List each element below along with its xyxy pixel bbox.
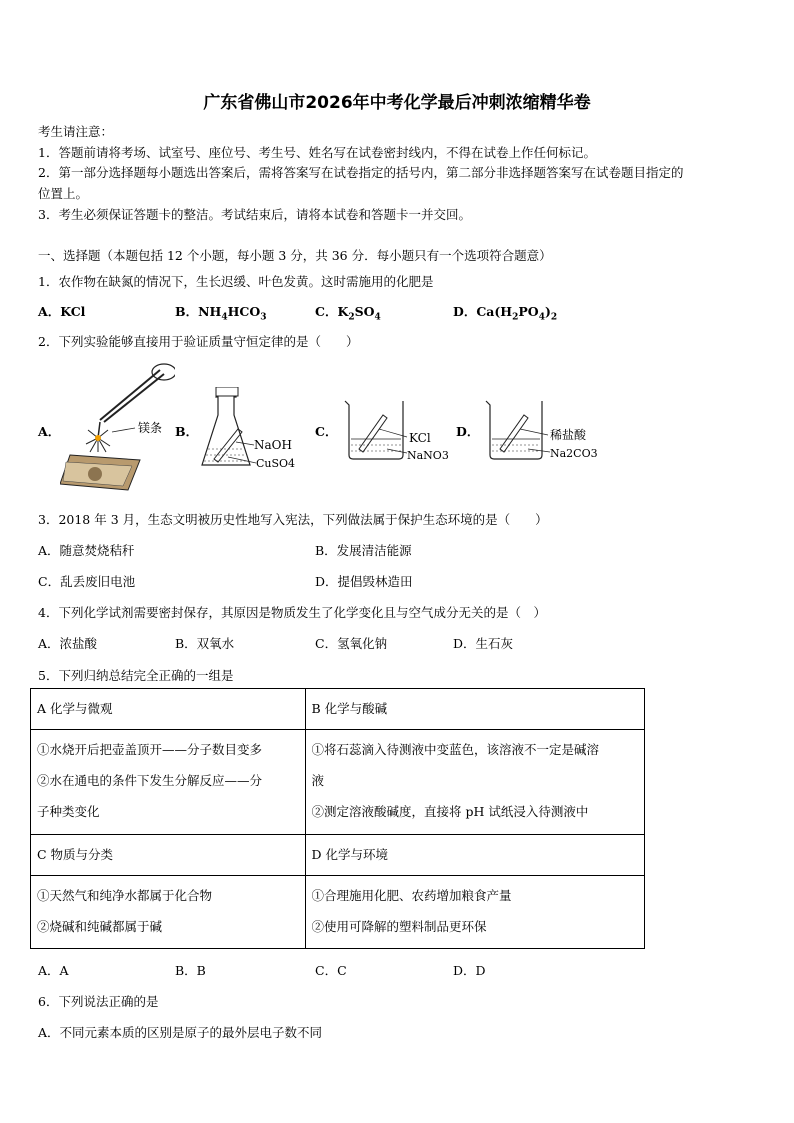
fig-c-bottom-label: NaNO3 [407,449,449,462]
q5-option-c: C．C [315,963,347,978]
cell-b-head: B 化学与酸碱 [305,689,644,730]
fig-c-top-label: KCl [409,431,431,445]
q3-option-d: D．提倡毁林造田 [315,574,413,589]
q1-option-d: D．$Ca(H_2PO_4)_2$ [453,304,558,323]
question-1-stem: 1．农作物在缺氮的情况下，生长迟缓、叶色发黄。这时需施用的化肥是 [38,274,434,289]
fig-d-top-label: 稀盐酸 [550,428,587,442]
question-5-stem: 5．下列归纳总结完全正确的一组是 [38,668,234,683]
fig-b-bottom-label: CuSO4 [256,457,296,470]
q6-option-a: A．不同元素本质的区别是原子的最外层电子数不同 [38,1025,323,1040]
q1-option-c: C．$K_2SO_4$ [315,304,381,323]
q5-option-b: B．B [175,963,206,978]
fig-b-top-label: NaOH [254,438,292,452]
cell-c-head: C 物质与分类 [31,835,306,876]
notice-item: 2．第一部分选择题每小题选出答案后，需将答案写在试卷指定的括号内，第二部分非选择题答案写在试卷题目指定的 [38,165,684,180]
notice-heading: 考生请注意： [38,124,114,139]
notice-item: 3．考生必须保证答题卡的整洁。考试结束后，请将本试卷和答题卡一并交回。 [38,207,471,222]
fig-a-label: 镁条 [138,421,163,435]
cell-d-head: D 化学与环境 [305,835,644,876]
flask-figure [198,387,308,477]
q1-option-a: A．KCl [38,304,86,319]
cell-d-body: ①合理施用化肥、农药增加粮食产量 ②使用可降解的塑料制品更环保 [305,876,644,949]
q3-option-c: C．乱丢废旧电池 [38,574,136,589]
q2-option-a-label: A． [38,424,61,439]
question-6-stem: 6．下列说法正确的是 [38,994,159,1009]
question-2-stem: 2．下列实验能够直接用于验证质量守恒定律的是（ ） [38,334,359,349]
notice-item: 1．答题前请将考场、试室号、座位号、考生号、姓名写在试卷密封线内，不得在试卷上作任何标记。 [38,145,596,160]
q2-option-d-label: D． [456,424,480,439]
q5-table [30,688,645,949]
page-title: 广东省佛山市2026年中考化学最后冲刺浓缩精华卷 [203,93,591,113]
q4-option-a: A．浓盐酸 [38,636,98,651]
q1-option-b: B．$NH_4HCO_3$ [175,304,267,323]
notice-item: 位置上。 [38,186,89,201]
q4-option-c: C．氢氧化钠 [315,636,388,651]
cell-b-body: ①将石蕊滴入待测液中变蓝色，该溶液不一定是碱溶 液 ②测定溶液酸碱度，直接将 pH 试纸浸入待测液中 [305,730,644,835]
q5-option-a: A．A [38,963,69,978]
q5-option-d: D．D [453,963,486,978]
question-4-stem: 4．下列化学试剂需要密封保存，其原因是物质发生了化学变化且与空气成分无关的是（ ） [38,605,546,620]
q3-option-a: A．随意焚烧秸秆 [38,543,135,558]
section-heading: 一、选择题（本题包括 12 个小题，每小题 3 分，共 36 分．每小题只有一个选项符合题意） [38,248,552,263]
q4-option-d: D．生石灰 [453,636,514,651]
beaker-figure-d [480,397,610,467]
fig-d-bottom-label: Na2CO3 [550,447,598,460]
beaker-figure-c [337,397,462,467]
question-3-stem: 3．2018 年 3 月，生态文明被历史性地写入宪法，下列做法属于保护生态环境的是（ ） [38,512,548,527]
q3-option-b: B．发展清洁能源 [315,543,412,558]
q4-option-b: B．双氧水 [175,636,235,651]
q2-option-c-label: C． [315,424,338,439]
cell-a-body: ①水烧开后把壶盖顶开——分子数目变多 ②水在通电的条件下发生分解反应——分 子种类变化 [31,730,306,835]
q2-option-b-label: B． [175,424,199,439]
cell-a-head: A 化学与微观 [31,689,306,730]
magnesium-burning-figure [60,360,175,495]
cell-c-body: ①天然气和纯净水都属于化合物 ②烧碱和纯碱都属于碱 [31,876,306,949]
